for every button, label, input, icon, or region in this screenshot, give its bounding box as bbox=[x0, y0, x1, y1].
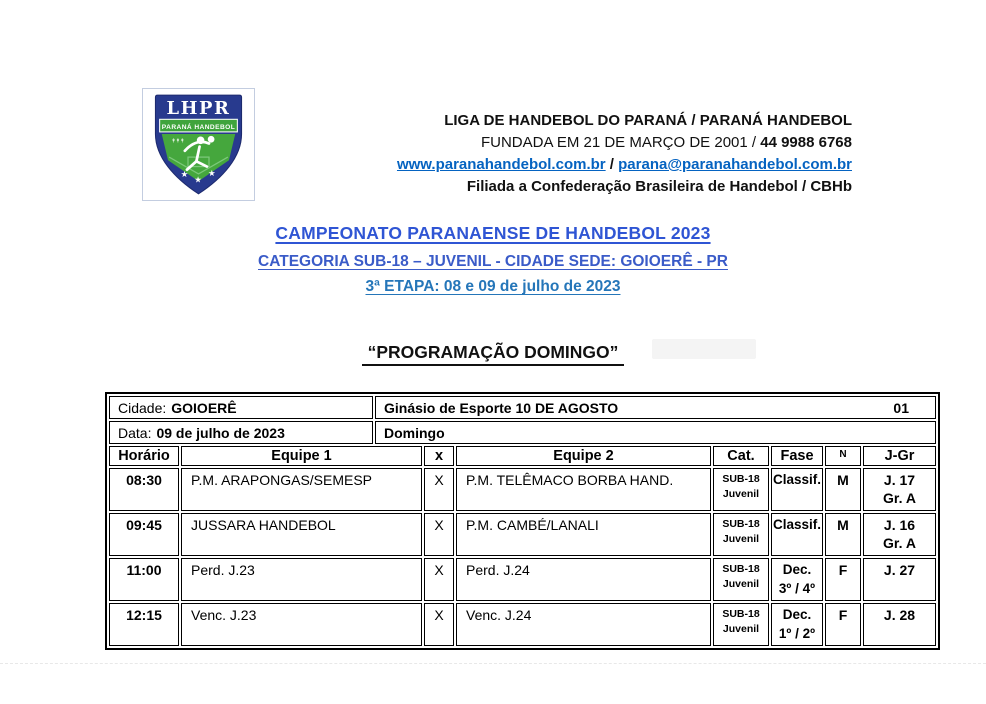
shield-logo-icon bbox=[146, 92, 251, 197]
email-link[interactable]: parana@paranahandebol.com.br bbox=[618, 156, 852, 173]
match-time: 08:30 bbox=[109, 468, 179, 511]
col-header-team2: Equipe 2 bbox=[456, 446, 711, 466]
league-logo bbox=[142, 88, 255, 201]
phase-cell: Dec. 1º / 2º bbox=[771, 603, 823, 646]
logo-acronym: LHPR bbox=[166, 98, 231, 120]
handball-ball-icon bbox=[208, 136, 215, 143]
game-group-cell: J. 17 Gr. A bbox=[863, 468, 936, 511]
team1-name: Venc. J.23 bbox=[181, 603, 422, 646]
match-time: 12:15 bbox=[109, 603, 179, 646]
versus-mark: X bbox=[424, 558, 454, 601]
phase-cell: Classif. bbox=[771, 468, 823, 511]
website-link[interactable]: www.paranahandebol.com.br bbox=[396, 156, 606, 173]
table-row bbox=[109, 468, 936, 511]
category-cell: SUB-18 Juvenil bbox=[713, 603, 769, 646]
league-name: LIGA DE HANDEBOL DO PARANÁ / PARANÁ HANDEBOL bbox=[444, 112, 852, 129]
affiliation-line: Filiada a Confederação Brasileira de Handebol / CBHb bbox=[466, 178, 852, 195]
col-header-x: x bbox=[424, 446, 454, 466]
city-value: GOIOERÊ bbox=[171, 399, 237, 416]
versus-mark: X bbox=[424, 603, 454, 646]
page-number: 01 bbox=[893, 399, 909, 416]
document-titles bbox=[0, 223, 986, 296]
gender-cell: F bbox=[825, 558, 861, 601]
page-break-line bbox=[0, 663, 986, 664]
col-header-n: N bbox=[825, 446, 861, 466]
phone-number: 44 9988 6768 bbox=[760, 134, 852, 151]
col-header-fase: Fase bbox=[771, 446, 823, 466]
team1-name: Perd. J.23 bbox=[181, 558, 422, 601]
col-header-team1: Equipe 1 bbox=[181, 446, 422, 466]
team2-name: Perd. J.24 bbox=[456, 558, 711, 601]
phase-cell: Dec. 3º / 4º bbox=[771, 558, 823, 601]
player-head bbox=[197, 137, 205, 145]
svg-text:★: ★ bbox=[180, 169, 189, 180]
category-title: CATEGORIA SUB-18 – JUVENIL - CIDADE SEDE: GOIOERÊ - PR bbox=[258, 253, 728, 270]
logo-band-text: PARANÁ HANDEBOL bbox=[161, 123, 236, 131]
team2-name: P.M. TELÊMACO BORBA HAND. bbox=[456, 468, 711, 511]
gym-cell bbox=[375, 396, 936, 419]
team1-name: P.M. ARAPONGAS/SEMESP bbox=[181, 468, 422, 511]
match-time: 11:00 bbox=[109, 558, 179, 601]
table-header-row bbox=[109, 446, 936, 466]
col-header-cat: Cat. bbox=[713, 446, 769, 466]
city-row bbox=[109, 396, 936, 419]
table-row bbox=[109, 513, 936, 556]
gender-cell: M bbox=[825, 513, 861, 556]
versus-mark: X bbox=[424, 513, 454, 556]
city-cell: Cidade: GOIOERÊ bbox=[109, 396, 373, 419]
col-header-jgr: J-Gr bbox=[863, 446, 936, 466]
versus-mark: X bbox=[424, 468, 454, 511]
date-value: 09 de julho de 2023 bbox=[156, 424, 285, 441]
team2-name: P.M. CAMBÉ/LANALI bbox=[456, 513, 711, 556]
svg-text:★: ★ bbox=[207, 168, 216, 178]
team2-name: Venc. J.24 bbox=[456, 603, 711, 646]
category-cell: SUB-18 Juvenil bbox=[713, 558, 769, 601]
gender-cell: F bbox=[825, 603, 861, 646]
phase-cell: Classif. bbox=[771, 513, 823, 556]
founded-line: FUNDADA EM 21 DE MARÇO DE 2001 / 44 9988 6768 bbox=[480, 134, 852, 151]
schedule-table bbox=[105, 392, 940, 650]
svg-text:★: ★ bbox=[194, 174, 202, 185]
program-heading: “PROGRAMAÇÃO DOMINGO” bbox=[0, 342, 986, 363]
game-group-cell: J. 27 bbox=[863, 558, 936, 601]
links-line: www.paranahandebol.com.br / parana@paranahandebol.com.br bbox=[396, 156, 852, 173]
category-cell: SUB-18 Juvenil bbox=[713, 513, 769, 556]
table-row bbox=[109, 603, 936, 646]
gym-name: Ginásio de Esporte 10 DE AGOSTO bbox=[384, 399, 619, 416]
game-group-cell: J. 28 bbox=[863, 603, 936, 646]
match-time: 09:45 bbox=[109, 513, 179, 556]
date-cell: Data: 09 de julho de 2023 bbox=[109, 421, 373, 444]
letterhead bbox=[250, 110, 852, 198]
stage-title: 3ª ETAPA: 08 e 09 de julho de 2023 bbox=[365, 278, 621, 295]
logo-small-mark: ↟↟↟ bbox=[171, 138, 185, 145]
championship-title: CAMPEONATO PARANAENSE DE HANDEBOL 2023 bbox=[275, 223, 711, 243]
col-header-time: Horário bbox=[109, 446, 179, 466]
date-row bbox=[109, 421, 936, 444]
category-cell: SUB-18 Juvenil bbox=[713, 468, 769, 511]
day-cell: Domingo bbox=[375, 421, 936, 444]
gender-cell: M bbox=[825, 468, 861, 511]
table-row bbox=[109, 558, 936, 601]
team1-name: JUSSARA HANDEBOL bbox=[181, 513, 422, 556]
game-group-cell: J. 16 Gr. A bbox=[863, 513, 936, 556]
